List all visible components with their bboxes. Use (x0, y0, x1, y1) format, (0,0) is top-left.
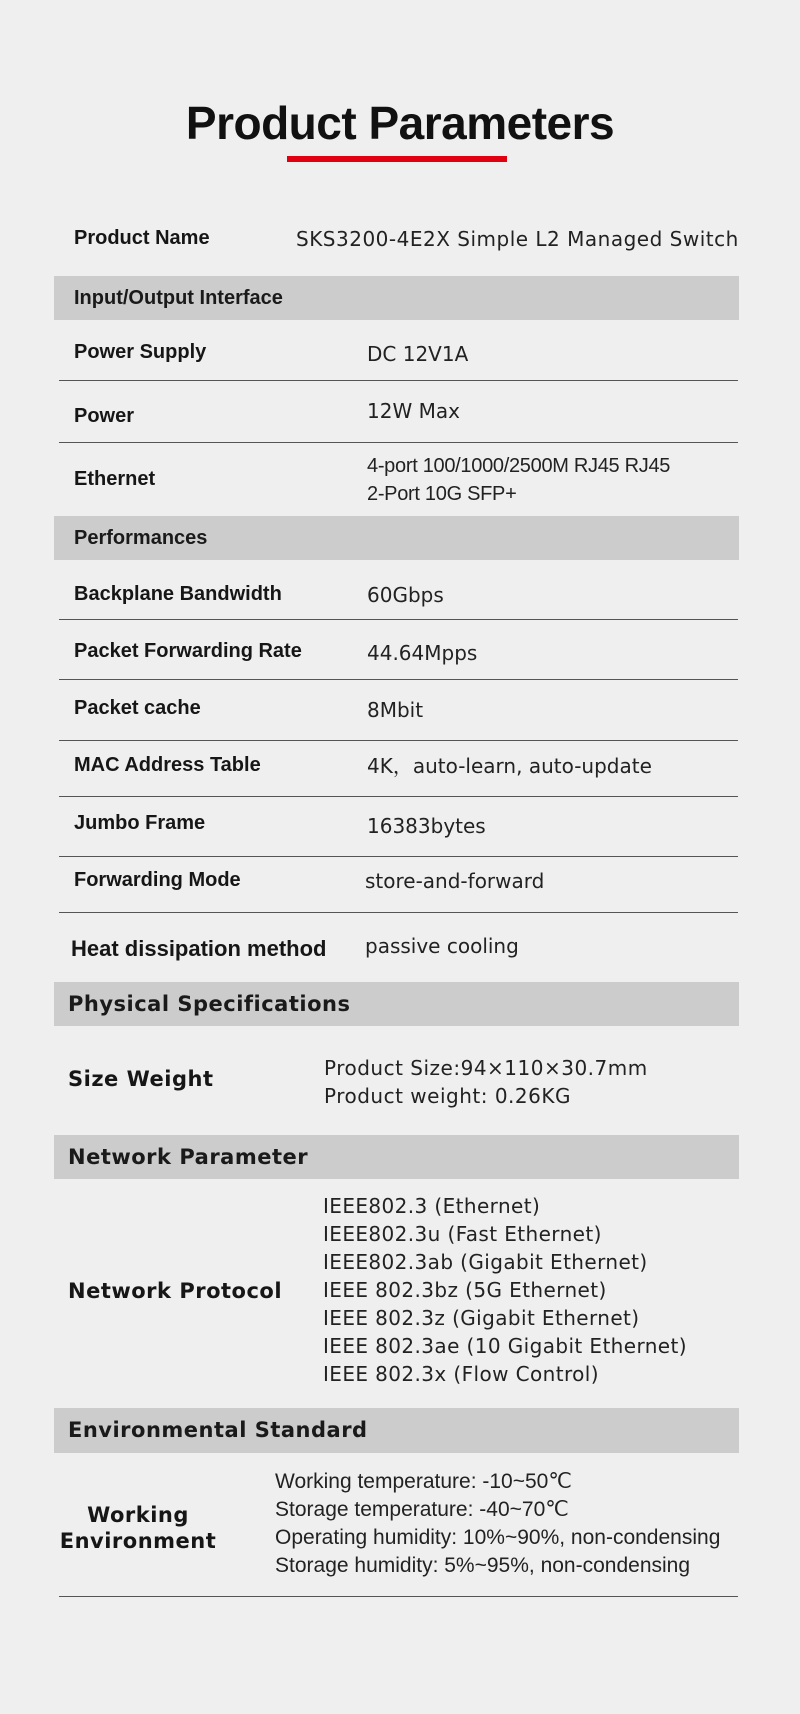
value-line: IEEE 802.3z (Gigabit Ethernet) (323, 1306, 640, 1330)
row-divider (59, 856, 738, 857)
section-header-io (54, 276, 739, 320)
value-line: Product Size:94×110×30.7mm (324, 1056, 648, 1080)
row-value: 60Gbps (367, 583, 444, 607)
section-header-performances (54, 516, 739, 560)
value-line: Storage humidity: 5%~95%, non-condensing (275, 1554, 691, 1577)
row-value: store-and-forward (365, 869, 545, 893)
network-protocol-value (323, 1192, 687, 1388)
row-divider (59, 619, 738, 620)
row-label: Power Supply (74, 341, 207, 363)
row-value: 12W Max (367, 399, 460, 423)
value-line: 4-port 100/1000/2500M RJ45 RJ45 (367, 455, 671, 477)
row-label: Ethernet (74, 468, 156, 490)
section-title: Input/Output Interface (74, 287, 283, 309)
label-line: Working (87, 1503, 189, 1527)
section-title: Physical Specifications (68, 992, 351, 1016)
row-value: passive cooling (365, 934, 519, 958)
value-line: Operating humidity: 10%~90%, non-condensing (275, 1526, 721, 1549)
row-divider (59, 912, 738, 913)
row-label: Packet cache (74, 697, 201, 719)
product-name-label: Product Name (74, 227, 210, 249)
row-value: 8Mbit (367, 698, 424, 722)
row-label: Jumbo Frame (74, 812, 206, 834)
section-header-environmental (54, 1408, 739, 1453)
row-label: Power (74, 405, 135, 427)
value-line: Storage temperature: -40~70℃ (275, 1498, 569, 1521)
working-environment-label (58, 1502, 218, 1554)
row-label: Forwarding Mode (74, 869, 241, 891)
value-line: Working temperature: -10~50℃ (275, 1470, 572, 1493)
row-value: 16383bytes (367, 814, 486, 838)
section-header-physical (54, 982, 739, 1026)
value-line: IEEE802.3 (Ethernet) (323, 1194, 541, 1218)
value-line: Product weight: 0.26KG (324, 1084, 571, 1108)
row-value: DC 12V1A (367, 342, 469, 366)
row-label: MAC Address Table (74, 754, 261, 776)
row-divider (59, 1596, 738, 1597)
row-value: 4K，auto-learn, auto-update (367, 754, 652, 778)
value-line: IEEE 802.3bz (5G Ethernet) (323, 1278, 607, 1302)
working-environment-value (275, 1468, 720, 1580)
row-divider (59, 380, 738, 381)
title-underline (287, 156, 507, 162)
size-weight-value (324, 1054, 648, 1110)
ethernet-value (367, 452, 670, 508)
row-label: Packet Forwarding Rate (74, 640, 302, 662)
row-label: Network Protocol (68, 1279, 283, 1303)
row-label: Size Weight (68, 1067, 214, 1091)
value-line: 2-Port 10G SFP+ (367, 483, 517, 505)
value-line: IEEE 802.3x (Flow Control) (323, 1362, 599, 1386)
row-value: 44.64Mpps (367, 641, 478, 665)
row-divider (59, 796, 738, 797)
value-line: IEEE802.3u (Fast Ethernet) (323, 1222, 602, 1246)
section-title: Environmental Standard (68, 1418, 368, 1442)
value-line: IEEE802.3ab (Gigabit Ethernet) (323, 1250, 648, 1274)
row-divider (59, 679, 738, 680)
label-line: Environment (59, 1529, 217, 1553)
section-title: Performances (74, 527, 208, 549)
section-title: Network Parameter (68, 1145, 309, 1169)
page-title: Product Parameters (185, 97, 615, 149)
row-divider (59, 740, 738, 741)
row-label: Backplane Bandwidth (74, 583, 282, 605)
row-divider (59, 442, 738, 443)
section-header-network (54, 1135, 739, 1179)
value-line: IEEE 802.3ae (10 Gigabit Ethernet) (323, 1334, 687, 1358)
row-label: Heat dissipation method (71, 936, 327, 961)
product-name-value: SKS3200-4E2X Simple L2 Managed Switch (296, 227, 739, 251)
